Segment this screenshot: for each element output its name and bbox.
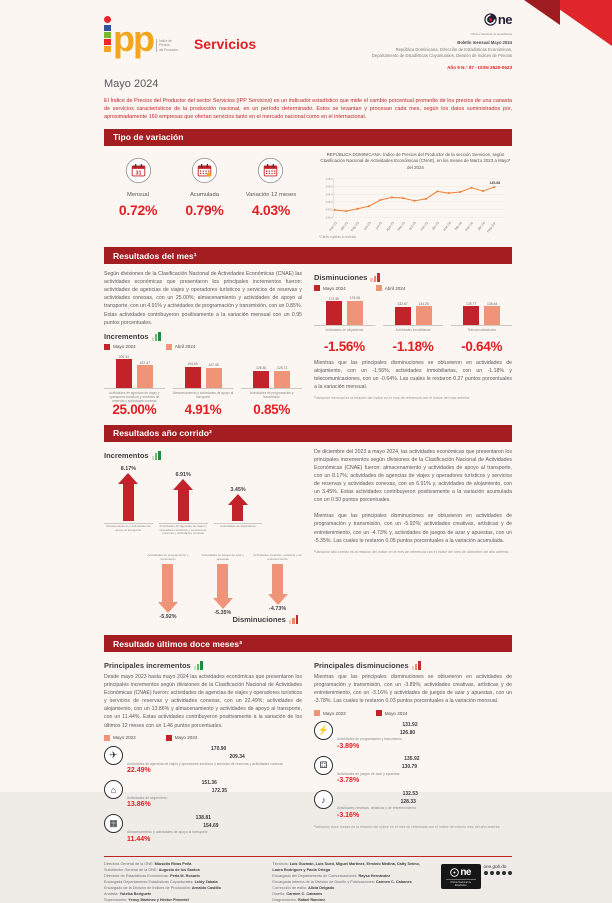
month-footnote: ¹Variación mensual es la relación del índice en el mes de referencia con el índice del mes anterior: [314, 395, 470, 400]
travel-icon: ✈: [104, 746, 123, 765]
bar-april-2024: [347, 301, 363, 326]
bar-may-2024: [337, 764, 400, 771]
x-tick-label: feb-24: [453, 221, 464, 232]
bar-may-2024: [127, 788, 210, 795]
legend-swatch-may2024: [166, 735, 172, 741]
legend-swatch-may2024: [376, 710, 382, 716]
ytd-paragraph-increases: De diciembre del 2023 a mayo 2024, las actividades económicas que presentaron los principales incrementos según divisiones de la Clasificación Nacional de Actividades Económicas (CNAE) fueron: almacenamiento y actividades de apoyo al transporte, con un 8.17%; actividades de agencias de viajes y operadores turísticos y servicios de reservas y actividades conexas, con un 6.91% y, actividades de alojamiento, con un 3.45%. Estas actividades contribuyeron positivamente a la variación acumulada con un 0.50 puntos porcentuales.: [314, 448, 512, 504]
one-logo-icon: [484, 13, 497, 26]
variation-monthly-label: Mensual: [127, 191, 149, 198]
decrease-bars-icon: [289, 615, 298, 624]
credit-line: Diagramación: Rafael Ramírez: [272, 898, 326, 903]
change-pct: -1.18%: [392, 338, 434, 354]
variation-accumulated-value: 0.79%: [185, 202, 224, 219]
index-line-chart-block: [319, 152, 512, 239]
social-icons: [484, 871, 513, 876]
hbar-group-arts: ♪ 132.53 128.33 Actividades creativas, artísticas y de entretenimiento -3.16%: [314, 790, 512, 818]
line-chart-title: REPÚBLICA DOMINICANA: Índice de Precios del Productor de la sección Servicios, según Clasificación Nacional de Actividades Económicas (CNAE), en los meses de Marzo 2023 a Mayo* del 2024: [320, 151, 511, 170]
12m-increases-heading: Principales incrementos: [104, 661, 302, 670]
up-arrow: [173, 479, 193, 490]
variation-accumulated: [172, 157, 236, 239]
bar-may-2023: [337, 721, 400, 728]
credit-line: Diseño: Carmen C. Cabanes: [272, 892, 323, 897]
x-tick-label: jun-23: [362, 221, 372, 232]
credit-line: Corrección de estilo: Alicia Delgado: [272, 886, 335, 891]
ytd-section: [104, 448, 512, 627]
month-increases-chart: [104, 355, 302, 417]
change-pct: 0.85%: [253, 401, 291, 417]
x-tick-label: abr-24: [476, 221, 486, 232]
12m-decreases-paragraph: Mientras que las principales disminuciones se obtuvieron en actividades de programación y transmisión, con un -3.89%; actividades creativas, artísticas y de entretenimiento, con un -3.16% y actividades de juegos de azar y apuestas, con un -3.78%. Las cuales le restaron 0.03 puntos porcentuales a la variación mensual.: [314, 674, 512, 705]
12m-decreases-legend: Mayo 2023 Mayo 2024: [314, 710, 512, 716]
increase-bars-icon: [152, 332, 161, 341]
month-results-section: [104, 270, 512, 417]
credit-line: Técnicos: Luis Guzmán, Luis Sued, Miguel Martínez, Erminio Medina, Catty Selmo, Laura Rodríguez y Paola Ortega: [272, 861, 420, 872]
publisher-block: [372, 10, 512, 70]
lodging-icon: ⌂: [104, 780, 123, 799]
credit-line: Directora General de la ONE: Miosotis Rivas Peña: [104, 861, 192, 866]
12m-increases-paragraph: Desde mayo 2023 hasta mayo 2024 las actividades económicas que presentaron los principales incrementos según divisiones de la Clasificación Nacional de Actividades Económicas (CNAE) fueron: actividades de agencias de viajes y operadores turísticos y servicios de reservas y actividades conexas, con un 22.49%; actividades de alojamiento, con un 13.86% y almacenamiento y actividades de apoyo al transporte, con un 11.44%. Estas actividades contribuyeron positivamente a la variación de los últimos 12 meses con un 1.46 puntos porcentuales.: [104, 674, 302, 729]
variation-accumulated-label: Acumulada: [189, 191, 219, 198]
bulletin-line: República Dominicana, Dirección de Estadísticas Económicas,: [395, 46, 512, 52]
ipp-logo-i-glyph: [104, 16, 111, 52]
bar-group-storage: 154.69 147.45 Almacenamiento y actividades de apoyo al transporte 4.91%: [172, 362, 234, 417]
increases-heading: Incrementos: [104, 332, 302, 341]
legend-swatch-may2024: [104, 344, 110, 350]
up-arrow: [228, 494, 248, 505]
bar-may-2023: [127, 746, 209, 753]
ytd-paragraph-decreases: Mientras que las principales disminuciones se obtuvieron en actividades de programación y transmisión, con un -5.92%; actividades creativas, artísticas y de entretenimiento, con un -4.73% y, actividades de juegos de azar y apuestas, con un -5.35%. Las cuales le restaron 0.05 puntos porcentuales a la variación acumulada.: [314, 513, 512, 544]
masthead: [104, 10, 512, 70]
down-arrow-group-gambling: Actividades de juegos de azar y apuestas -5.35%: [201, 552, 244, 617]
variation-12m: [239, 157, 303, 239]
social-icon: [508, 871, 513, 876]
change-pct: 11.44%: [127, 835, 151, 843]
down-arrow: [158, 602, 178, 613]
footer-divider: [104, 856, 512, 857]
calendar-monthly-icon: [125, 157, 152, 184]
change-pct: -3.89%: [337, 742, 360, 750]
up-arrow-group-lodging: 3.45% Actividades de alojamiento: [214, 486, 263, 545]
bar-may-2024: [337, 729, 398, 736]
svg-text:145.88: 145.88: [489, 181, 501, 186]
bar-may-2024: [337, 798, 399, 805]
calendar-accumulated-icon: [191, 157, 218, 184]
hbar-group-travel: ✈ 170.90 209.34 Actividades de agencias de viajes y operadores turísticos y servicios de reservas y actividades conexas 22.49%: [104, 746, 302, 774]
bar-april-2024: [206, 368, 222, 389]
hbar-group-gambling: ⚃ 135.92 130.79 Actividades de juegos de azar y apuestas -3.78%: [314, 756, 512, 784]
bar-group-broadcasting: 126.80 125.72 Actividades de programación y transmisión 0.85%: [241, 366, 302, 417]
one-footer-logo-block: [441, 861, 512, 903]
ipp-line-chart: [319, 173, 512, 220]
x-tick-label: ago-23: [384, 221, 395, 232]
svg-text:142.0: 142.0: [325, 199, 333, 204]
x-tick-label: dic-23: [431, 221, 441, 231]
ipp-logo-pp: pp: [113, 18, 153, 60]
x-tick-label: mar-23: [327, 221, 338, 233]
broadcast-icon: ⚡: [314, 721, 333, 740]
bar-group-lodging: 172.35 175.08 Actividades de alojamiento -1.56%: [314, 296, 375, 354]
bulletin-line: Departamento de Estadísticas Coyunturales, División de Índices de Precios: [371, 53, 512, 58]
hbar-group-broadcasting: ⚡ 131.92 126.80 Actividades de programación y transmisión. -3.89%: [314, 721, 512, 749]
arts-icon: ♪: [314, 790, 333, 809]
x-tick-label: oct-23: [408, 221, 418, 232]
month-decreases-legend: Mayo 2024 Abril 2024: [314, 285, 512, 291]
month-increases-legend: Mayo 2024 Abril 2024: [104, 344, 302, 350]
decreases-heading: Disminuciones: [314, 273, 512, 282]
ytd-decreases-heading: Disminuciones: [104, 615, 302, 624]
bulletin-title: Boletín mensual Mayo 2024: [457, 40, 512, 45]
svg-text:140.0: 140.0: [325, 207, 333, 212]
line-chart-x-labels: [319, 220, 512, 233]
variation-section: [104, 152, 512, 239]
calendar-12m-icon: [257, 157, 284, 184]
line-chart-footnote: *Cifras sujetas a revisión: [318, 235, 357, 240]
variation-12m-label: Variación 12 meses: [245, 191, 297, 198]
legend-swatch-april2024: [376, 285, 382, 291]
credit-line: Directora de Estadísticas Económicas: Perla M. Rosario: [104, 874, 200, 878]
gambling-icon: ⚃: [314, 756, 333, 775]
sector-title: Servicios: [193, 36, 257, 52]
twelve-month-section: [104, 658, 512, 849]
bar-may-2024: [116, 359, 132, 388]
up-arrow: [118, 473, 138, 484]
one-logo-icon: [450, 868, 459, 877]
down-arrow: [213, 598, 233, 609]
month-decreases-paragraph: Mientras que las principales disminuciones se obtuvieron en actividades de alojamiento, con un -1.56%; actividades inmobiliarias, con un -1.18% y telecomunicaciones, con un -0.64%. Las cuales le restaron 0.27 puntos porcentuales a la variación mensual.: [314, 359, 512, 390]
legend-swatch-may2023: [314, 710, 320, 716]
variation-monthly-value: 0.72%: [118, 202, 158, 219]
svg-text:31: 31: [135, 170, 141, 177]
bar-group-travel-agencies: 209.34 167.47 Actividades de agencias de viajes y operadores turísticos y servicios de reservas y actividades conexas 25.00%: [104, 355, 165, 417]
section-header-variation: Tipo de variación: [104, 129, 512, 146]
credit-line: Encargada Interina de la División de Diseño y Publicaciones: Carmen C. Cabanes: [272, 880, 412, 885]
one-logo: [484, 12, 512, 27]
bar-may-2023: [127, 780, 200, 787]
month-increases-paragraph: Según divisiones de la Clasificación Nacional de Actividades Económicas (CNAE) las actividades económicas que presentaron los principales incrementos fueron: actividades de agencias de viajes y operadores turísticos y servicios de reservas y actividades conexas, con un 25.00%; almacenamiento y actividades de apoyo al transporte, con un 4.91% y actividades de programación y transmisión, con un 0.85%. Estas actividades contribuyeron positivamente a la variación mensual con un 0.95 puntos porcentuales.: [104, 271, 302, 326]
credit-line: Encargado del Departamento de Comunicaciones: Raysa Hernández: [272, 874, 391, 878]
issue-date: Mayo 2024: [104, 77, 159, 90]
change-pct: -0.64%: [461, 338, 503, 354]
credits-left: [104, 861, 260, 903]
hbar-group-storage: ▦ 138.81 154.69 Almacenamiento y actividades de apoyo al transporte 11.44%: [104, 814, 302, 842]
section-header-month-results: Resultados del mes¹: [104, 247, 512, 264]
x-tick-label: sep-23: [396, 221, 407, 232]
bar-may-2024: [185, 367, 201, 389]
12m-decreases-heading: Principales disminuciones: [314, 661, 512, 670]
bar-may-2024: [326, 301, 342, 325]
bar-may-2024: [127, 754, 227, 761]
bar-april-2024: [484, 306, 500, 325]
hbar-group-lodging: ⌂ 151.36 172.35 Actividades de alojamiento 13.86%: [104, 780, 302, 808]
social-icon: [496, 871, 501, 876]
one-logo-caption: Oficina Nacional de Estadística: [470, 32, 512, 36]
intro-paragraph: El Índice de Precios del Productor del sector Servicios (IPP Servicios) es un indicador estadístico que mide el cambio porcentual promedio de los precios de una canasta de servicios característicos de la producción nacional, en un período determinado. Estos se levantan y procesan cada mes, según los datos suministrados por, aproximadamente 160 empresas que ofertan servicios tanto en el mercado nacional como en el internacional.: [104, 97, 512, 120]
bar-may-2023: [337, 756, 402, 763]
legend-swatch-april2024: [166, 344, 172, 350]
bar-april-2024: [137, 365, 153, 388]
bar-may-2024: [253, 371, 269, 389]
bar-may-2023: [127, 814, 194, 821]
decrease-bars-icon: [412, 661, 421, 670]
x-tick-label: ene-24: [441, 221, 452, 232]
bar-april-2024: [274, 371, 290, 389]
svg-text:146.0: 146.0: [325, 184, 333, 189]
social-icon: [502, 871, 507, 876]
legend-swatch-may2024: [314, 285, 320, 291]
x-tick-label: may-23: [350, 221, 361, 233]
variation-12m-value: 4.03%: [251, 202, 291, 219]
bar-group-telecom: 135.77 136.64 Telecomunicaciones -0.64%: [451, 302, 512, 354]
down-arrow: [268, 594, 288, 605]
change-pct: -3.16%: [337, 811, 360, 819]
ytd-footnote: ²Variación año corrido es la relación del índice en el mes de referencia con el índice del mes de diciembre del año anterior.: [314, 549, 510, 554]
variation-monthly: [106, 157, 170, 239]
credit-line: Encargada Departamento Estadísticas Coyunturales: Leidy Zabala: [104, 880, 218, 885]
ytd-increases-heading: Incrementos: [104, 451, 302, 460]
ipp-logo-caption: Índice de Precios del Productor: [156, 39, 178, 52]
change-pct: 25.00%: [112, 401, 157, 417]
bar-may-2024: [395, 307, 411, 326]
change-pct: 13.86%: [127, 801, 151, 809]
down-arrow-group-broadcasting: Actividades de programación y transmisión -5.92%: [147, 552, 189, 621]
social-icon: [490, 871, 495, 876]
x-tick-label: nov-23: [419, 221, 429, 232]
change-pct: 4.91%: [184, 401, 222, 417]
website-link[interactable]: one.gob.do: [483, 863, 507, 869]
change-pct: 22.49%: [127, 767, 151, 775]
bar-may-2023: [337, 790, 401, 797]
down-arrow-group-arts: Actividades creativas, artísticas y de entretenimiento -4.73%: [253, 552, 302, 613]
change-pct: -1.56%: [323, 338, 365, 354]
one-footer-logo: ne Oficina Nacional de Estadística: [441, 864, 481, 889]
svg-text:148.0: 148.0: [325, 176, 333, 181]
credit-line: Subdirector General de la ONE: Augusto de los Santos: [104, 867, 200, 872]
section-header-12m: Resultado últimos doce meses³: [104, 635, 512, 652]
bar-may-2024: [127, 822, 201, 829]
month-decreases-chart: [314, 296, 512, 354]
social-icon: [484, 871, 489, 876]
ipp-logo: [104, 10, 178, 60]
bar-april-2024: [416, 306, 432, 325]
x-tick-label: jul-23: [374, 221, 384, 231]
legend-swatch-may2023: [104, 735, 110, 741]
storage-icon: ▦: [104, 814, 123, 833]
bar-group-real-estate: 132.67 134.25 Actividades inmobiliarias -1.18%: [383, 302, 444, 354]
section-header-ytd: Resultados año corrido²: [104, 425, 512, 442]
up-arrow-group-travel: 6.91% Actividades de agencias de viajes y operadores turísticos y servicios de reservas y actividades conexas: [159, 471, 208, 545]
up-arrow-group-storage: 8.17% Almacenamiento y actividades de apoyo al transporte: [104, 465, 153, 545]
credit-line: Supervisores: Yensy Martínez y Héctor Pimentel: [104, 898, 189, 903]
svg-text:138.0: 138.0: [325, 215, 333, 220]
bulletin-info: [372, 40, 512, 60]
svg-text:144.0: 144.0: [325, 192, 333, 197]
one-logo-text: ne: [497, 12, 512, 27]
corner-ribbon-fold: [524, 0, 560, 25]
12m-footnote: ³Variación doce meses es la relación del índice en el mes de referencia con el índice del mismo mes del año anterior.: [314, 824, 501, 829]
variation-indicators: [104, 152, 309, 239]
x-tick-label: mar-24: [464, 221, 475, 233]
credits-right: [272, 861, 428, 903]
x-tick-label: may-24*: [486, 221, 498, 234]
12m-increases-legend: Mayo 2023 Mayo 2024: [104, 735, 302, 741]
credits: [104, 861, 512, 903]
credit-line: Analista: Yuleika Beriguete: [104, 892, 152, 897]
decrease-bars-icon: [370, 273, 379, 282]
increase-bars-icon: [152, 451, 161, 460]
x-tick-label: abr-23: [339, 221, 350, 232]
credit-line: Encargado de la División de Índices de Producción: Arnaldo Castillo: [104, 886, 221, 891]
bar-may-2024: [463, 306, 479, 325]
change-pct: -3.78%: [337, 777, 360, 785]
increase-bars-icon: [194, 661, 203, 670]
issue-number: Año 9 N.° 87 - ISSN 2520-0623: [447, 64, 512, 70]
ytd-arrows-chart: [104, 463, 302, 624]
